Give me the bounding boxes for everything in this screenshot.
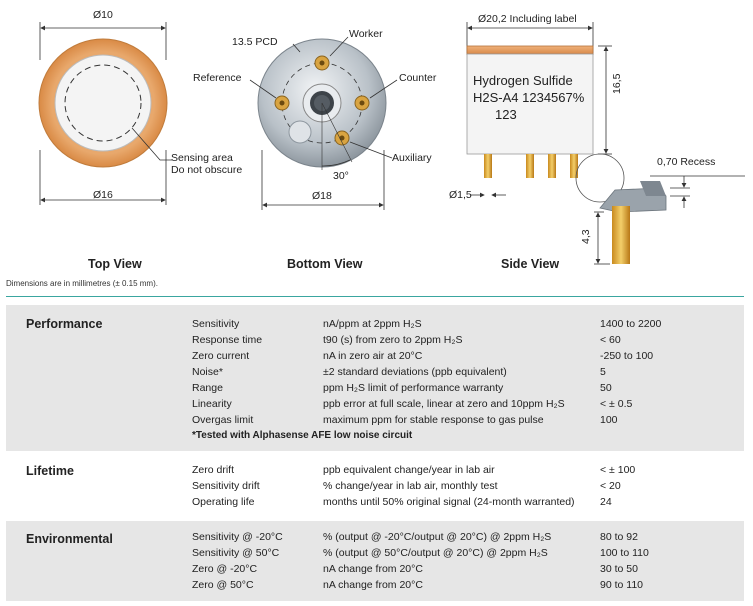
table-row <box>6 561 744 577</box>
table-row <box>6 529 744 545</box>
table-row <box>6 396 744 412</box>
param: Overgas limit <box>192 414 254 426</box>
table-row <box>6 364 744 380</box>
recess-label: 0,70 Recess <box>657 156 716 168</box>
param: Sensitivity drift <box>192 480 260 492</box>
worker-label: Worker <box>349 28 383 40</box>
param: Zero current <box>192 350 250 362</box>
description: nA change from 20°C <box>323 579 423 591</box>
table-row <box>6 316 744 332</box>
value: 1400 to 2200 <box>600 318 662 330</box>
description: months until 50% original signal (24-month warranted) <box>323 496 575 508</box>
value: 50 <box>600 382 612 394</box>
table-row <box>6 494 744 510</box>
pcd-label: 13.5 PCD <box>232 36 278 48</box>
table-row <box>6 332 744 348</box>
angle-label: 30° <box>333 170 349 182</box>
sensor-label-line1: Hydrogen Sulfide <box>473 73 573 88</box>
table-row <box>6 478 744 494</box>
table-row <box>6 545 744 561</box>
param: Response time <box>192 334 263 346</box>
value: 90 to 110 <box>600 579 644 591</box>
description: nA in zero air at 20°C <box>323 350 423 362</box>
reference-label: Reference <box>193 72 242 84</box>
param: Zero drift <box>192 464 235 476</box>
value: < ± 100 <box>600 464 636 476</box>
bottom-view-drawing <box>250 37 397 210</box>
description: nA change from 20°C <box>323 563 423 575</box>
table-row <box>6 380 744 396</box>
pin-diameter-label: Ø1,5 <box>449 189 472 201</box>
pin-length-label: 4,3 <box>580 229 592 244</box>
top-view-dim-outer: Ø16 <box>93 189 113 201</box>
param: Sensitivity <box>192 318 240 330</box>
counter-label: Counter <box>399 72 437 84</box>
value: 80 to 92 <box>600 531 638 543</box>
top-view-title: Top View <box>88 257 142 271</box>
sensor-label <box>473 72 591 123</box>
param: Zero @ -20°C <box>192 563 258 575</box>
description: t90 (s) from zero to 2ppm H₂S <box>323 334 463 346</box>
divider-rule <box>6 296 744 297</box>
description: % (output @ -20°C/output @ 20°C) @ 2ppm H₂S <box>323 531 552 543</box>
value: < 20 <box>600 480 621 492</box>
value: 30 to 50 <box>600 563 638 575</box>
value: 24 <box>600 496 612 508</box>
param: Sensitivity @ -20°C <box>192 531 283 543</box>
value: 100 <box>600 414 618 426</box>
description: % (output @ 50°C/output @ 20°C) @ 2ppm H₂S <box>323 547 548 559</box>
section-title: Environmental <box>26 532 113 546</box>
sensing-area-line2: Do not obscure <box>171 164 243 176</box>
param: Noise* <box>192 366 223 378</box>
description: nA/ppm at 2ppm H₂S <box>323 318 422 330</box>
description: ppb equivalent change/year in lab air <box>323 464 495 476</box>
side-view-drawing <box>467 22 745 264</box>
top-view-drawing <box>39 22 172 205</box>
table-row <box>6 577 744 593</box>
bottom-view-dim: Ø18 <box>312 190 332 202</box>
table-row <box>6 348 744 364</box>
table-row <box>6 412 744 428</box>
description: maximum ppm for stable response to gas pulse <box>323 414 544 426</box>
description: ±2 standard deviations (ppb equivalent) <box>323 366 507 378</box>
table-row <box>6 462 744 478</box>
value: -250 to 100 <box>600 350 654 362</box>
test-note: *Tested with Alphasense AFE low noise circuit <box>192 430 413 441</box>
value: < ± 0.5 <box>600 398 633 410</box>
section-environmental <box>6 521 744 601</box>
section-title: Lifetime <box>26 464 74 478</box>
sensing-area-line1: Sensing area <box>171 152 233 164</box>
dimensions-footnote: Dimensions are in millimetres (± 0.15 mm). <box>6 279 158 288</box>
sensor-label-line3: 123 <box>495 107 517 122</box>
sensing-area-note <box>171 152 242 176</box>
value: 5 <box>600 366 606 378</box>
param: Linearity <box>192 398 232 410</box>
section-lifetime <box>6 455 744 517</box>
value: 100 to 110 <box>600 547 649 559</box>
side-view-dim-top: Ø20,2 Including label <box>478 13 577 25</box>
bottom-view-title: Bottom View <box>287 257 363 271</box>
param: Zero @ 50°C <box>192 579 254 591</box>
description: ppb error at full scale, linear at zero and 10ppm H₂S <box>323 398 565 410</box>
section-performance <box>6 305 744 451</box>
description: ppm H₂S limit of performance warranty <box>323 382 504 394</box>
value: < 60 <box>600 334 621 346</box>
description: % change/year in lab air, monthly test <box>323 480 498 492</box>
param: Operating life <box>192 496 255 508</box>
dimension-drawings <box>0 0 753 280</box>
section-title: Performance <box>26 317 103 331</box>
param: Sensitivity @ 50°C <box>192 547 280 559</box>
top-view-dim-inner: Ø10 <box>93 9 113 21</box>
auxiliary-label: Auxiliary <box>392 152 432 164</box>
sensor-label-line2: H2S-A4 1234567% <box>473 90 585 105</box>
param: Range <box>192 382 223 394</box>
side-view-title: Side View <box>501 257 560 271</box>
side-view-height: 16,5 <box>611 73 623 94</box>
